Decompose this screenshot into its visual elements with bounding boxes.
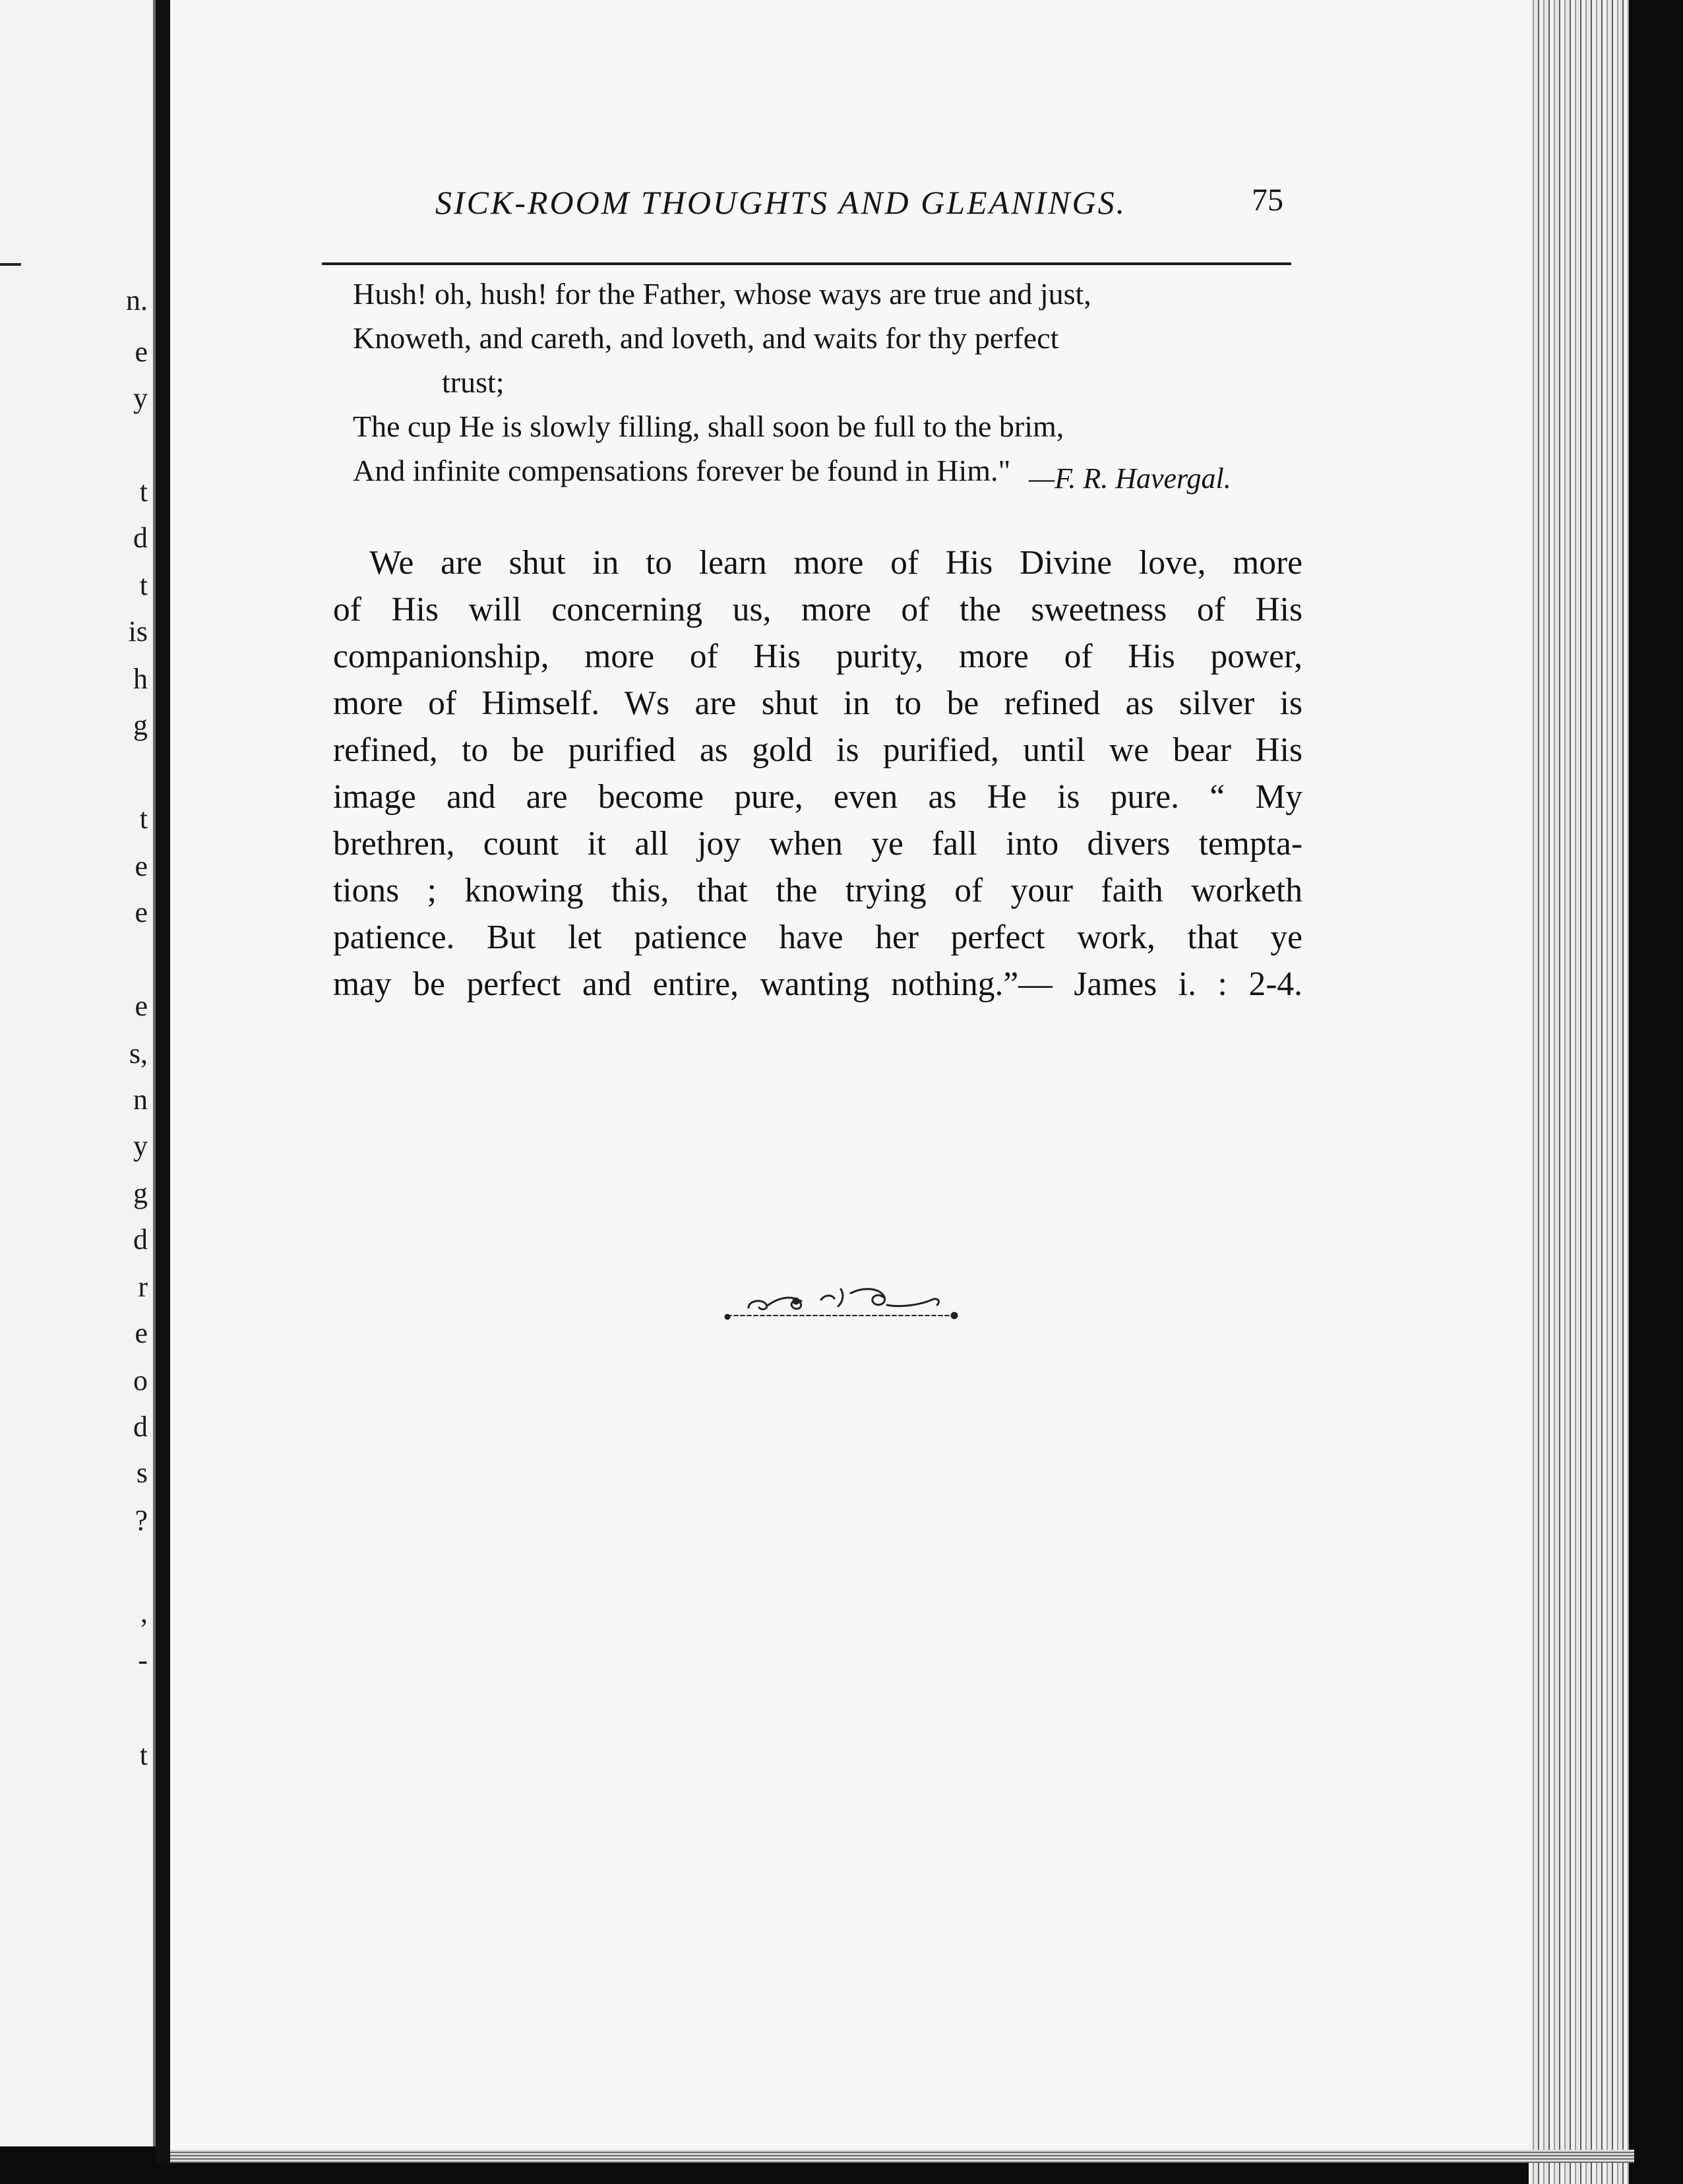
page-bottom-edge (170, 2150, 1634, 2163)
poem-line: The cup He is slowly filling, shall soon be full to the brim, (353, 410, 1064, 443)
left-fragment: h (133, 663, 148, 695)
left-fragment: t (139, 803, 148, 835)
left-fragment: n (133, 1083, 148, 1116)
poem-line: And infinite compensations forever be found in Him." (353, 454, 1011, 487)
prose-line: may be perfect and entire, wanting nothing.”— James i. : 2-4. (333, 965, 1302, 1003)
left-fragment: - (138, 1644, 148, 1676)
prose-paragraph (333, 539, 1302, 1008)
left-fragment: t (139, 475, 148, 508)
prose-line: patience. But let patience have her perfect work, that ye (333, 919, 1302, 956)
prose-line: refined, to be purified as gold is purified, until we bear His (333, 731, 1302, 769)
left-page-text-fragments (127, 0, 153, 2146)
left-fragment: s, (129, 1037, 148, 1070)
left-fragment: t (139, 1739, 148, 1771)
left-fragment: r (138, 1271, 148, 1303)
prose-line: tions ; knowing this, that the trying of your faith worketh (333, 872, 1302, 909)
poem-line: Knoweth, and careth, and loveth, and waits for thy perfect (353, 321, 1059, 355)
poem-attribution: —F. R. Havergal. (1029, 462, 1231, 495)
left-fragment: e (135, 990, 148, 1022)
book-gutter (156, 0, 170, 2163)
left-fragment: g (133, 709, 148, 741)
prose-line: companionship, more of His purity, more of His power, (333, 638, 1302, 675)
left-fragment: s (136, 1457, 148, 1489)
left-fragment: ? (135, 1504, 148, 1536)
left-fragment: is (128, 615, 148, 648)
left-facing-page (0, 0, 156, 2146)
poem-line: trust; (442, 365, 505, 399)
left-fragment: e (135, 850, 148, 882)
poem-quote (353, 272, 1302, 493)
poem-line: Hush! oh, hush! for the Father, whose ways are true and just, (353, 277, 1091, 311)
running-head: SICK-ROOM THOUGHTS AND GLEANINGS. (435, 184, 1127, 221)
left-fragment: d (133, 1223, 148, 1256)
left-fragment: d (133, 522, 148, 554)
prose-line: more of Himself. Ws are shut in to be refined as silver is (333, 684, 1302, 722)
left-fragment: y (133, 1130, 148, 1162)
left-fragment: y (133, 382, 148, 414)
left-fragment: e (135, 336, 148, 368)
prose-line: brethren, count it all joy when ye fall into divers tempta- (333, 825, 1302, 863)
header-rule (322, 262, 1291, 265)
prose-line: of His will concerning us, more of the sweetness of His (333, 591, 1302, 628)
left-fragment: , (140, 1596, 148, 1629)
background-edge (1629, 0, 1683, 2184)
page-number: 75 (1252, 183, 1283, 218)
left-fragment: t (139, 569, 148, 601)
left-fragment: g (133, 1177, 148, 1209)
scroll-ornament-icon (722, 1276, 960, 1322)
left-fragment: n. (126, 284, 148, 317)
left-page-rule (0, 263, 21, 266)
left-fragment: e (135, 896, 148, 928)
left-fragment: o (133, 1364, 148, 1397)
prose-line: image and are become pure, even as He is pure. “ My (333, 778, 1302, 816)
left-fragment: e (135, 1317, 148, 1349)
left-fragment: d (133, 1410, 148, 1443)
prose-line: We are shut in to learn more of His Divine love, more (369, 544, 1302, 582)
